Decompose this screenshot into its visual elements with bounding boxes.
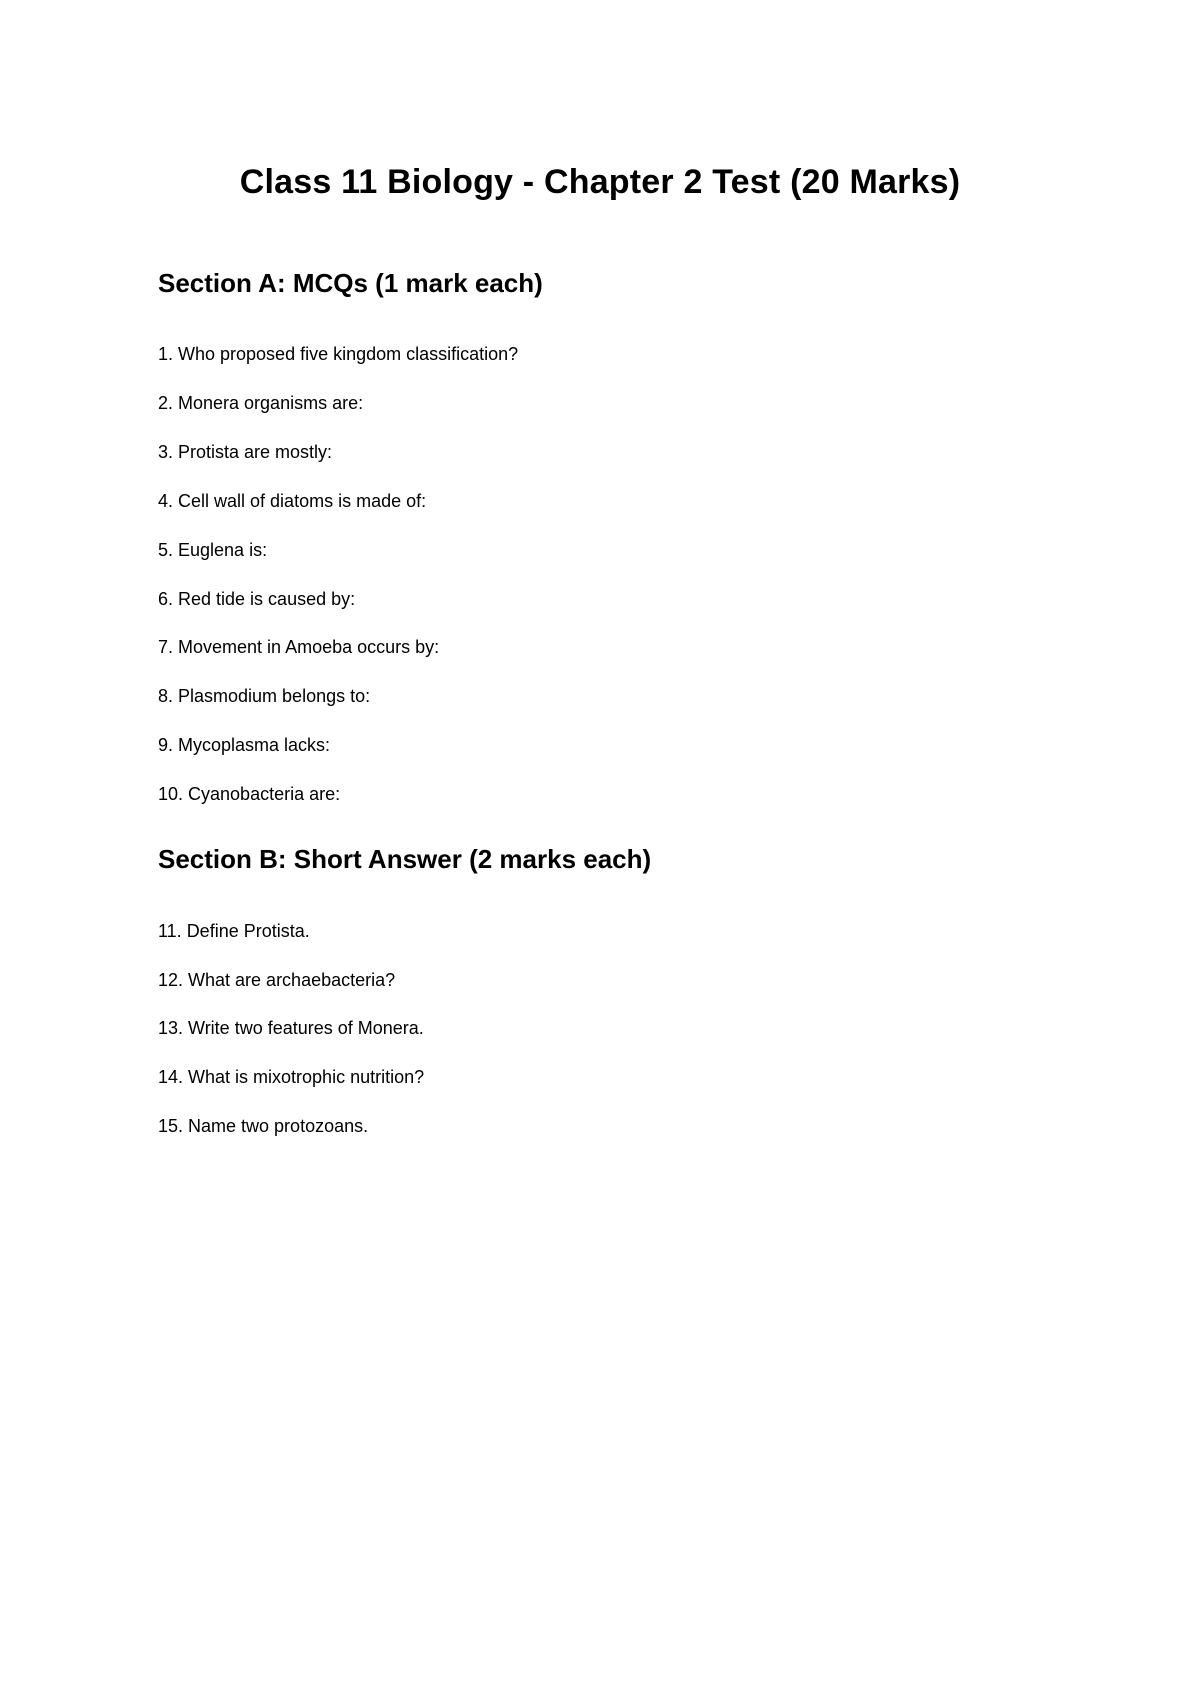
question-10: 10. Cyanobacteria are: — [158, 784, 341, 804]
question-9: 9. Mycoplasma lacks: — [158, 735, 331, 755]
question-2: 2. Monera organisms are: — [158, 393, 364, 413]
question-12: 12. What are archaebacteria? — [158, 970, 396, 990]
question-14: 14. What is mixotrophic nutrition? — [158, 1067, 425, 1087]
question-7: 7. Movement in Amoeba occurs by: — [158, 637, 440, 657]
section-b-heading: Section B: Short Answer (2 marks each) — [158, 844, 652, 874]
question-11: 11. Define Protista. — [158, 921, 310, 941]
question-13: 13. Write two features of Monera. — [158, 1018, 424, 1038]
question-3: 3. Protista are mostly: — [158, 442, 333, 462]
question-4: 4. Cell wall of diatoms is made of: — [158, 491, 427, 511]
question-6: 6. Red tide is caused by: — [158, 589, 356, 609]
question-1: 1. Who proposed five kingdom classification? — [158, 344, 519, 364]
page-title: Class 11 Biology - Chapter 2 Test (20 Marks) — [239, 163, 961, 201]
section-a-heading: Section A: MCQs (1 mark each) — [158, 268, 543, 298]
question-8: 8. Plasmodium belongs to: — [158, 686, 371, 706]
question-5: 5. Euglena is: — [158, 540, 268, 560]
question-15: 15. Name two protozoans. — [158, 1116, 369, 1136]
